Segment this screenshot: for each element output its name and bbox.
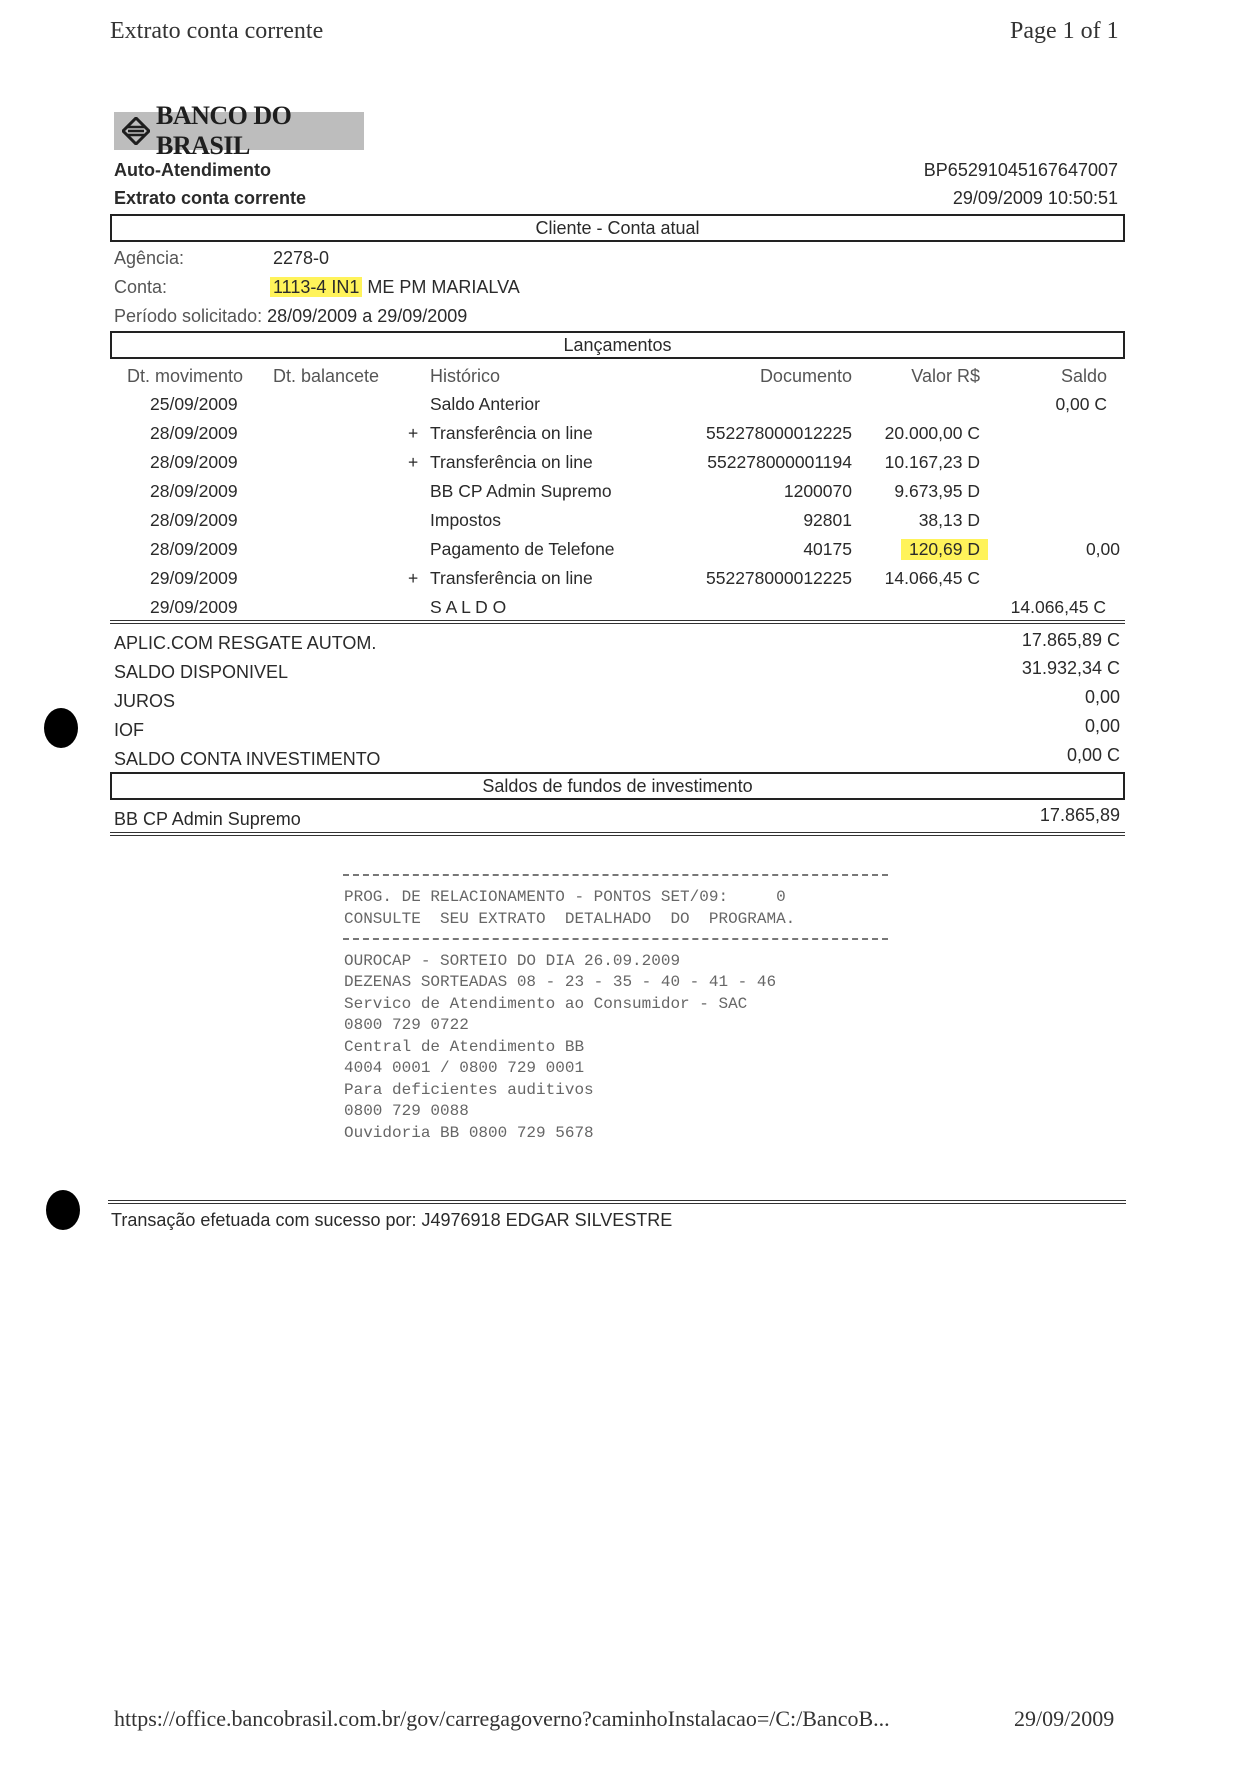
document-type: Extrato conta corrente — [114, 188, 307, 208]
row-valor: 9.673,95 D — [894, 481, 980, 501]
info-line: Para deficientes auditivos — [344, 1081, 594, 1099]
summary-label: APLIC.COM RESGATE AUTOM. — [114, 633, 377, 653]
row-date: 29/09/2009 — [150, 597, 238, 617]
row-historico: BB CP Admin Supremo — [430, 481, 612, 501]
row-valor: 10.167,23 D — [884, 452, 980, 472]
summary-label: IOF — [114, 720, 144, 740]
row-documento: 1200070 — [783, 481, 852, 501]
dashed-divider — [343, 938, 888, 940]
table-row — [0, 568, 1244, 592]
document-datetime: 29/09/2009 10:50:51 — [952, 188, 1118, 208]
summary-label: SALDO DISPONIVEL — [114, 662, 289, 682]
table-row — [0, 510, 1244, 534]
bb-logo-icon — [122, 117, 150, 145]
periodo-row — [114, 306, 467, 327]
info-line: Servico de Atendimento ao Consumidor - SAC — [344, 995, 748, 1013]
divider — [110, 620, 1125, 624]
funds-title: Saldos de fundos de investimento — [110, 772, 1125, 800]
print-header-title: Extrato conta corrente — [110, 18, 324, 44]
row-documento: 552278000012225 — [706, 423, 852, 443]
info-line: Ouvidoria BB 0800 729 5678 — [344, 1124, 594, 1142]
row-date: 28/09/2009 — [150, 452, 238, 472]
header-dt-balancete: Dt. balancete — [273, 366, 380, 386]
fund-value: 17.865,89 — [1039, 805, 1120, 825]
service-name: Auto-Atendimento — [114, 160, 271, 180]
row-date: 25/09/2009 — [150, 394, 238, 414]
row-valor: 20.000,00 C — [884, 423, 980, 443]
agencia-value: 2278-0 — [273, 248, 330, 268]
row-saldo: 14.066,45 C — [1010, 597, 1106, 617]
print-header-page: Page 1 of 1 — [1010, 18, 1119, 44]
transaction-status: Transação efetuada com sucesso por: J4976918 EDGAR SILVESTRE — [111, 1210, 673, 1230]
row-date: 28/09/2009 — [150, 510, 238, 530]
fund-name: BB CP Admin Supremo — [114, 809, 301, 829]
lancamentos-title: Lançamentos — [110, 331, 1125, 359]
row-documento: 92801 — [803, 510, 852, 530]
row-historico: S A L D O — [430, 597, 507, 617]
summary-label: SALDO CONTA INVESTIMENTO — [114, 749, 381, 769]
table-row — [0, 452, 1244, 476]
lancamentos-table — [0, 394, 1244, 624]
header-dt-movimento: Dt. movimento — [127, 366, 244, 386]
info-line: Central de Atendimento BB — [344, 1038, 585, 1056]
conta-name: ME PM MARIALVA — [362, 277, 520, 297]
print-footer-url: https://office.bancobrasil.com.br/gov/carregagoverno?caminhoInstalacao=/C:/BancoB... — [114, 1706, 890, 1731]
row-documento: 40175 — [803, 539, 852, 559]
row-historico: Saldo Anterior — [430, 394, 540, 414]
dashed-divider — [343, 874, 888, 876]
summary-value: 31.932,34 C — [1021, 658, 1120, 678]
table-row — [0, 394, 1244, 418]
info-line: OUROCAP - SORTEIO DO DIA 26.09.2009 — [344, 952, 681, 970]
punch-hole — [44, 708, 78, 748]
header-historico: Histórico — [430, 366, 501, 386]
agencia-label: Agência: — [114, 248, 185, 268]
row-historico: Transferência on line — [430, 568, 593, 588]
lancamentos-header — [0, 366, 1244, 390]
document-id: BP65291045167647007 — [923, 160, 1118, 180]
table-row — [0, 597, 1244, 621]
row-historico: Transferência on line — [430, 452, 593, 472]
info-line: DEZENAS SORTEADAS 08 - 23 - 35 - 40 - 41 - 46 — [344, 973, 777, 991]
client-section-title: Cliente - Conta atual — [110, 214, 1125, 242]
row-valor: 38,13 D — [918, 510, 980, 530]
conta-value — [270, 277, 520, 298]
info-line: 0800 729 0722 — [344, 1016, 469, 1034]
summary-value: 0,00 — [1084, 687, 1120, 707]
row-date: 28/09/2009 — [150, 423, 238, 443]
row-valor: 14.066,45 C — [884, 568, 980, 588]
table-row — [0, 481, 1244, 505]
info-line: 0800 729 0088 — [344, 1102, 469, 1120]
divider — [108, 1200, 1126, 1204]
program-consult-line: CONSULTE SEU EXTRATO DETALHADO DO PROGRAMA. — [344, 910, 796, 928]
summary-value: 17.865,89 C — [1021, 630, 1120, 650]
summary-label: JUROS — [114, 691, 176, 711]
table-row — [0, 423, 1244, 447]
row-plus: + — [408, 423, 419, 443]
row-saldo: 0,00 — [1085, 539, 1120, 559]
header-valor: Valor R$ — [911, 366, 980, 386]
program-points-line: PROG. DE RELACIONAMENTO - PONTOS SET/09: 0 — [344, 888, 786, 906]
row-historico: Transferência on line — [430, 423, 593, 443]
header-documento: Documento — [759, 366, 852, 386]
table-row — [0, 539, 1244, 563]
summary-value: 0,00 C — [1066, 745, 1120, 765]
row-historico: Pagamento de Telefone — [430, 539, 615, 559]
row-documento: 552278000001194 — [707, 452, 852, 472]
header-saldo: Saldo — [1060, 366, 1107, 386]
row-date: 28/09/2009 — [150, 481, 238, 501]
row-date: 29/09/2009 — [150, 568, 238, 588]
conta-label: Conta: — [114, 277, 168, 297]
banco-do-brasil-logo — [114, 101, 364, 160]
print-footer-date: 29/09/2009 — [1014, 1706, 1115, 1731]
row-saldo: 0,00 C — [1055, 394, 1107, 414]
summary-value: 0,00 — [1084, 716, 1120, 736]
info-line: 4004 0001 / 0800 729 0001 — [344, 1059, 585, 1077]
conta-number: 1113-4 IN1 — [270, 277, 362, 297]
logo-text: BANCO DO BRASIL — [156, 101, 292, 160]
punch-hole — [46, 1190, 80, 1230]
periodo-label: Período solicitado: — [114, 306, 263, 326]
row-documento: 552278000012225 — [706, 568, 852, 588]
row-valor-highlighted: 120,69 D — [901, 539, 988, 560]
periodo-value: 28/09/2009 a 29/09/2009 — [267, 306, 468, 326]
row-plus: + — [408, 568, 419, 588]
row-plus: + — [408, 452, 419, 472]
row-date: 28/09/2009 — [150, 539, 238, 559]
row-historico: Impostos — [430, 510, 501, 530]
divider — [110, 832, 1125, 836]
